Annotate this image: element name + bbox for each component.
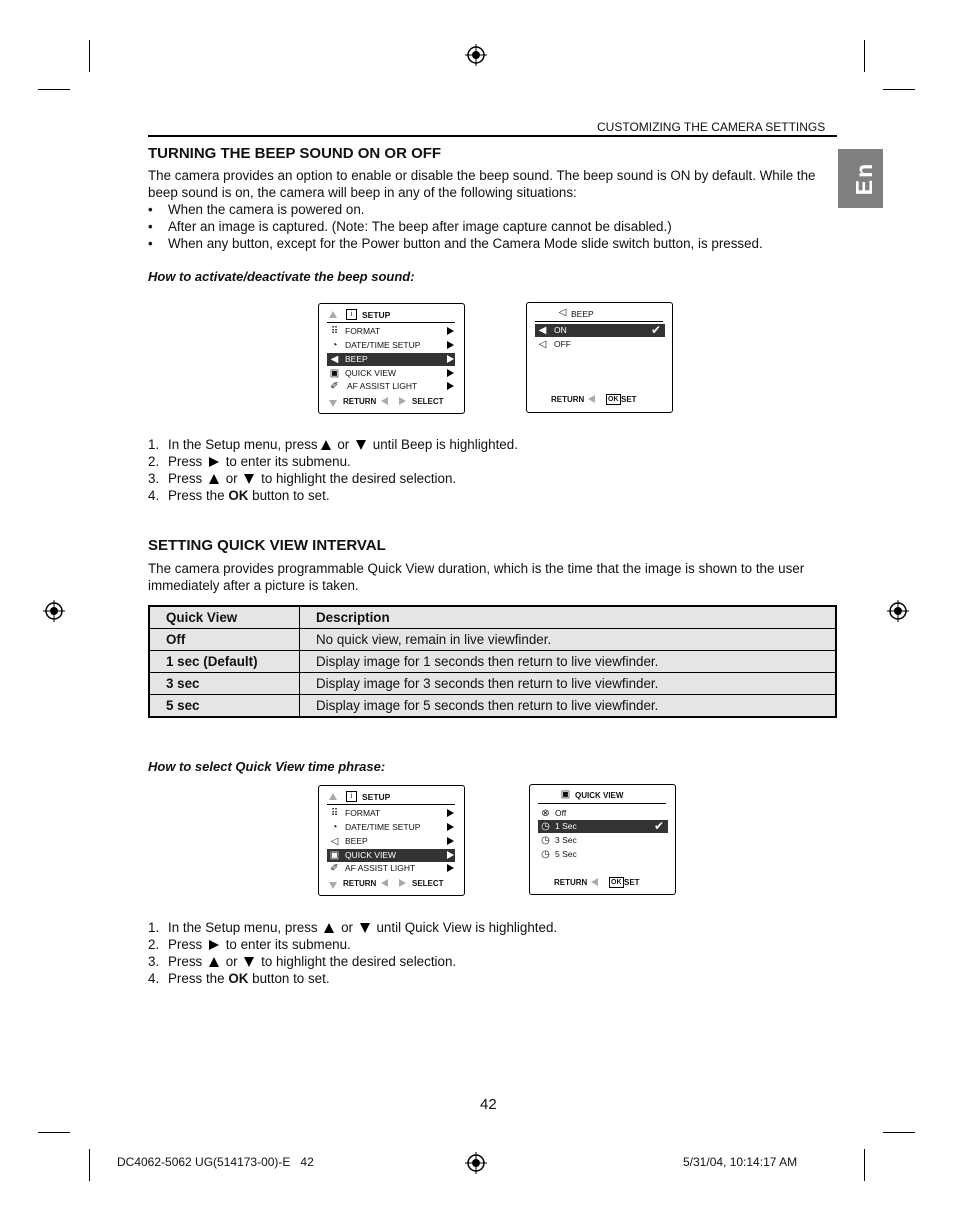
submenu-arrow-icon xyxy=(447,837,454,845)
off-icon: ⊗ xyxy=(541,808,550,819)
divider xyxy=(327,322,455,323)
scroll-up-icon xyxy=(329,793,337,800)
down-arrow-icon xyxy=(244,474,254,484)
step-text: until Beep is highlighted. xyxy=(372,437,518,452)
menu-item-quickview xyxy=(327,849,455,862)
registration-mark-icon xyxy=(887,600,909,622)
submenu-arrow-icon xyxy=(447,864,454,872)
beep-howto: How to activate/deactivate the beep sound: xyxy=(148,269,415,284)
option-label: 1 Sec xyxy=(555,821,577,831)
up-arrow-icon xyxy=(321,440,331,450)
option-label: ON xyxy=(554,325,567,335)
divider xyxy=(327,804,455,805)
language-tab xyxy=(838,149,883,208)
left-arrow-icon xyxy=(591,878,598,886)
menu-item-af-assist xyxy=(327,380,455,393)
timer-icon: ◷ xyxy=(541,821,550,832)
step-text: Press the xyxy=(168,488,225,503)
submenu-arrow-icon xyxy=(447,369,454,377)
step-item: 4. Press the OK button to set. xyxy=(148,488,330,503)
menu-item-label: AF ASSIST LIGHT xyxy=(345,863,416,873)
submenu-arrow-icon xyxy=(447,355,454,363)
menu-item-label: QUICK VIEW xyxy=(345,850,397,860)
speaker-icon: ◀ xyxy=(538,325,547,336)
beep-intro: The camera provides an option to enable or disable the beep sound. The beep sound is ON by default. While the beep sound is on, the camera will beep in any of the following situations: xyxy=(148,168,816,200)
up-arrow-icon xyxy=(209,474,219,484)
page-number: 42 xyxy=(480,1096,497,1113)
step-item: 1. In the Setup menu, press or until Quick View is highlighted. xyxy=(148,920,558,935)
menu-item-beep xyxy=(327,835,455,848)
quickview-heading: SETTING QUICK VIEW INTERVAL xyxy=(148,537,386,554)
left-arrow-icon xyxy=(381,879,388,887)
menu-item-label: DATE/TIME SETUP xyxy=(345,340,421,350)
step-text: to enter its submenu. xyxy=(225,454,351,469)
af-assist-icon: ✐ xyxy=(330,381,339,392)
step-text: or xyxy=(225,471,238,486)
option-1sec xyxy=(538,820,668,833)
setup-icon: i xyxy=(346,309,357,320)
checkmark-icon: ✔ xyxy=(651,323,662,337)
quickview-icon: ▣ xyxy=(560,789,571,800)
step-text: button to set. xyxy=(252,488,330,503)
step-text: or xyxy=(225,954,238,969)
step-text-bold: OK xyxy=(228,488,249,503)
footer-return: RETURN xyxy=(554,878,588,887)
footer-set: SET xyxy=(621,395,637,404)
step-text: In the Setup menu, press xyxy=(168,437,318,452)
quickview-table xyxy=(148,605,837,718)
table-cell: 5 sec xyxy=(149,695,300,718)
submenu-arrow-icon xyxy=(447,341,454,349)
table-header: Description xyxy=(300,606,837,629)
list-item: • When any button, except for the Power button and the Camera Mode slide switch button, is pressed. xyxy=(148,235,763,252)
speaker-icon: ◁ xyxy=(538,339,547,350)
setup-menu-screen xyxy=(318,785,465,896)
submenu-arrow-icon xyxy=(447,823,454,831)
quickview-howto: How to select Quick View time phrase: xyxy=(148,759,386,774)
menu-item-format xyxy=(327,807,455,820)
footer-set: SET xyxy=(624,878,640,887)
submenu-arrow-icon xyxy=(447,382,454,390)
step-text: or xyxy=(341,920,354,935)
option-on xyxy=(535,324,665,337)
step-text: Press xyxy=(168,937,203,952)
menu-item-label: QUICK VIEW xyxy=(345,368,397,378)
option-label: OFF xyxy=(554,339,571,349)
clock-icon: ◔ xyxy=(331,822,338,833)
scroll-up-icon xyxy=(329,311,337,318)
menu-item-quickview xyxy=(327,367,455,380)
menu-item-af-assist xyxy=(327,862,455,875)
footer-return: RETURN xyxy=(551,395,585,404)
menu-item-datetime xyxy=(327,821,455,834)
running-header: CUSTOMIZING THE CAMERA SETTINGS xyxy=(597,120,826,134)
header-rule xyxy=(148,135,837,137)
menu-item-beep xyxy=(327,353,455,366)
setup-icon: i xyxy=(346,791,357,802)
table-cell: Off xyxy=(149,629,300,651)
table-cell: Display image for 5 seconds then return to live viewfinder. xyxy=(300,695,837,718)
table-row xyxy=(149,673,836,695)
table-cell: Display image for 1 seconds then return to live viewfinder. xyxy=(300,651,837,673)
quickview-steps xyxy=(148,919,557,987)
step-item: 3. Press or to highlight the desired selection. xyxy=(148,954,457,969)
list-item: • After an image is captured. (Note: The beep after image capture cannot be disabled.) xyxy=(148,218,763,235)
up-arrow-icon xyxy=(209,957,219,967)
step-text: to highlight the desired selection. xyxy=(261,954,457,969)
quickview-icon: ▣ xyxy=(329,850,340,861)
step-text: Press the xyxy=(168,971,225,986)
option-label: 5 Sec xyxy=(555,849,577,859)
beep-bullet-list xyxy=(148,201,763,252)
submenu-arrow-icon xyxy=(447,851,454,859)
right-arrow-icon xyxy=(399,397,406,405)
menu-item-format xyxy=(327,325,455,338)
clock-icon: ◔ xyxy=(331,340,338,351)
crop-mark xyxy=(38,1132,70,1133)
option-3sec xyxy=(538,834,668,847)
step-item: 1. In the Setup menu, press or until Beep is highlighted. xyxy=(148,437,518,452)
menu-item-label: FORMAT xyxy=(345,808,381,818)
option-label: 3 Sec xyxy=(555,835,577,845)
footer-select: SELECT xyxy=(412,879,444,888)
quickview-icon: ▣ xyxy=(329,368,340,379)
quickview-intro: The camera provides programmable Quick View duration, which is the time that the image is shown to the user immediately after a picture is taken. xyxy=(148,561,805,593)
step-text: button to set. xyxy=(252,971,330,986)
step-text: Press xyxy=(168,954,203,969)
beep-heading: TURNING THE BEEP SOUND ON OR OFF xyxy=(148,145,442,162)
down-arrow-icon xyxy=(360,923,370,933)
setup-menu-screen xyxy=(318,303,465,414)
format-icon: ⠿ xyxy=(330,808,339,819)
step-item: 2. Press to enter its submenu. xyxy=(148,454,351,469)
option-5sec xyxy=(538,848,668,861)
speaker-icon: ◁ xyxy=(558,307,567,318)
beep-menu-screen xyxy=(526,302,673,413)
right-arrow-icon xyxy=(209,940,219,950)
speaker-icon: ◁ xyxy=(330,836,339,847)
step-item: 4. Press the OK button to set. xyxy=(148,971,330,986)
step-text: to highlight the desired selection. xyxy=(261,471,457,486)
registration-mark-icon xyxy=(465,1152,487,1174)
right-arrow-icon xyxy=(209,457,219,467)
language-tab-label: En xyxy=(851,161,878,196)
registration-mark-icon xyxy=(465,44,487,66)
scroll-down-icon xyxy=(329,400,337,407)
af-assist-icon: ✐ xyxy=(330,863,339,874)
option-off xyxy=(538,807,668,820)
setup-title: SETUP xyxy=(362,310,391,320)
footer-return: RETURN xyxy=(343,397,377,406)
quickview-title: QUICK VIEW xyxy=(575,791,624,800)
divider xyxy=(535,321,663,322)
beep-steps xyxy=(148,436,518,504)
ok-icon: OK xyxy=(608,396,619,403)
table-cell: Display image for 3 seconds then return to live viewfinder. xyxy=(300,673,837,695)
table-cell: No quick view, remain in live viewfinder. xyxy=(300,629,837,651)
table-row xyxy=(149,695,836,718)
crop-mark xyxy=(883,1132,915,1133)
menu-item-label: AF ASSIST LIGHT xyxy=(347,381,418,391)
right-arrow-icon xyxy=(399,879,406,887)
registration-mark-icon xyxy=(43,600,65,622)
timer-icon: ◷ xyxy=(541,835,550,846)
table-header-row xyxy=(149,606,836,629)
timer-icon: ◷ xyxy=(541,849,550,860)
footer-left: DC4062-5062 UG(514173-00)-E 42 xyxy=(117,1155,314,1169)
setup-title: SETUP xyxy=(362,792,391,802)
crop-mark xyxy=(883,89,915,90)
table-cell: 3 sec xyxy=(149,673,300,695)
step-item: 3. Press or to highlight the desired selection. xyxy=(148,471,457,486)
left-arrow-icon xyxy=(381,397,388,405)
crop-mark xyxy=(89,40,90,72)
footer-right: 5/31/04, 10:14:17 AM xyxy=(683,1155,798,1169)
step-text: In the Setup menu, press xyxy=(168,920,318,935)
beep-title: BEEP xyxy=(571,309,594,319)
step-item: 2. Press to enter its submenu. xyxy=(148,937,351,952)
menu-item-label: FORMAT xyxy=(345,326,381,336)
crop-mark xyxy=(89,1149,90,1181)
step-text: or xyxy=(337,437,350,452)
left-arrow-icon xyxy=(588,395,595,403)
step-text: Press xyxy=(168,454,203,469)
format-icon: ⠿ xyxy=(330,326,339,337)
down-arrow-icon xyxy=(244,957,254,967)
table-row xyxy=(149,629,836,651)
submenu-arrow-icon xyxy=(447,809,454,817)
up-arrow-icon xyxy=(324,923,334,933)
checkmark-icon: ✔ xyxy=(654,819,665,833)
down-arrow-icon xyxy=(356,440,366,450)
step-text: until Quick View is highlighted. xyxy=(376,920,558,935)
crop-mark xyxy=(864,40,865,72)
menu-item-label: BEEP xyxy=(345,836,368,846)
table-row xyxy=(149,651,836,673)
list-item: • When the camera is powered on. xyxy=(148,201,763,218)
option-off xyxy=(535,338,665,351)
footer-select: SELECT xyxy=(412,397,444,406)
menu-item-label: DATE/TIME SETUP xyxy=(345,822,421,832)
ok-icon: OK xyxy=(611,879,622,886)
menu-item-label: BEEP xyxy=(345,354,368,364)
step-text: Press xyxy=(168,471,203,486)
menu-item-datetime xyxy=(327,339,455,352)
option-label: Off xyxy=(555,808,567,818)
crop-mark xyxy=(38,89,70,90)
submenu-arrow-icon xyxy=(447,327,454,335)
footer-return: RETURN xyxy=(343,879,377,888)
crop-mark xyxy=(864,1149,865,1181)
table-header: Quick View xyxy=(149,606,300,629)
divider xyxy=(538,803,666,804)
scroll-down-icon xyxy=(329,882,337,889)
step-text-bold: OK xyxy=(228,971,249,986)
step-text: to enter its submenu. xyxy=(225,937,351,952)
speaker-icon: ◀ xyxy=(330,354,339,365)
table-cell: 1 sec (Default) xyxy=(149,651,300,673)
quickview-menu-screen xyxy=(529,784,676,895)
